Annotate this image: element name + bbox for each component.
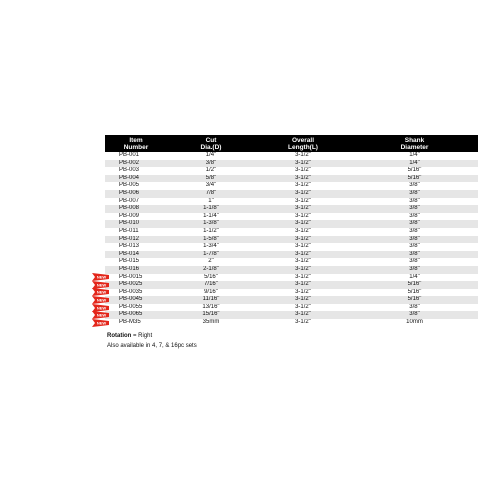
cell-cut-diameter: 1/4" (205, 152, 217, 158)
cell-shank-diameter: 1/4" (409, 152, 420, 158)
footnotes (107, 332, 197, 352)
table-row (105, 205, 478, 213)
cell-item-number: PB-007 (119, 197, 140, 204)
cell-item-number: PB-0045 (105, 296, 167, 304)
cell-overall-length: 3-1/2" (295, 212, 311, 219)
table-row (105, 160, 478, 168)
cell-overall-length: 3-1/2" (295, 319, 311, 326)
cell-shank-diameter: 3/8" (409, 303, 420, 310)
cell-item-number: PB-013 (119, 243, 140, 250)
cell-overall-length: 3-1/2" (255, 236, 351, 244)
cell-overall-length: 3-1/2" (295, 273, 311, 280)
cell-item-number: PB-002 (105, 160, 167, 168)
cell-overall-length: 3-1/2" (255, 251, 351, 259)
availability-note: Also available in 4, 7, & 16pc sets (107, 343, 197, 349)
cell-overall-length: 3-1/2" (255, 220, 351, 228)
cell-item-number: PB-016 (105, 266, 167, 274)
cell-cut-diameter: 2-1/8" (167, 266, 255, 274)
cell-item-number: PB-0035 (119, 288, 143, 295)
cell-item-number: PB-001 (119, 152, 140, 158)
table-row (105, 296, 478, 304)
cell-cut-diameter: 11/16" (167, 296, 255, 304)
cell-item-number: PB-006 (105, 190, 167, 198)
table-row (105, 152, 478, 160)
cell-shank-diameter: 3/8" (409, 212, 420, 219)
table-row (105, 190, 478, 198)
cell-item-number: PB-004 (105, 175, 167, 183)
table-row (105, 251, 478, 259)
cell-shank-diameter: 3/8" (351, 311, 478, 319)
cell-cut-diameter: 13/16" (202, 303, 220, 310)
cell-cut-diameter: 3/4" (205, 182, 217, 189)
cell-cut-diameter: 1-1/2" (203, 227, 219, 234)
cell-shank-diameter: 5/16" (407, 288, 422, 295)
cell-shank-diameter: 5/16" (351, 175, 478, 183)
cell-cut-diameter: 7/16" (167, 281, 255, 289)
cell-cut-diameter: 1/2" (205, 167, 217, 174)
cell-item-number: PB-008 (105, 205, 167, 213)
cell-shank-diameter: 3/8" (351, 205, 478, 213)
table-row (105, 228, 478, 236)
cell-overall-length: 3-1/2" (255, 190, 351, 198)
cell-overall-length: 3-1/2" (255, 296, 351, 304)
cell-cut-diameter: 5/16" (204, 273, 218, 280)
cell-cut-diameter: 1-3/8" (167, 220, 255, 228)
cell-cut-diameter: 1-3/4" (203, 243, 219, 250)
table-row (105, 281, 478, 289)
cell-shank-diameter: 3/8" (351, 266, 478, 274)
table-row (105, 220, 478, 228)
rotation-value: = Right (131, 333, 153, 339)
header-shank-diameter: Shank Diameter (351, 135, 478, 152)
header-row (105, 135, 478, 152)
cell-item-number: PB-014 (105, 251, 167, 259)
cell-overall-length: 3-1/2" (295, 152, 311, 158)
cell-cut-diameter: 15/16" (167, 311, 255, 319)
table-row (105, 266, 478, 274)
cell-item-number: PB-003 (119, 167, 140, 174)
cell-shank-diameter: 3/8" (409, 182, 420, 189)
cell-overall-length: 3-1/2" (255, 266, 351, 274)
new-badge-label: NEW (96, 305, 107, 311)
cell-cut-diameter: 1-1/4" (203, 212, 219, 219)
spec-table (105, 135, 478, 327)
cell-item-number: PB-0055 (119, 303, 143, 310)
cell-overall-length: 3-1/2" (255, 160, 351, 168)
cell-shank-diameter: 10mm (406, 319, 423, 326)
cell-item-number: PB-0025 (105, 281, 167, 289)
cell-item-number: PB-005 (119, 182, 140, 189)
cell-cut-diameter: 35mm (202, 319, 220, 326)
new-badge-label: NEW (96, 320, 107, 326)
table-row (105, 274, 478, 282)
cell-item-number: PB-0015 (119, 273, 143, 280)
cell-overall-length: 3-1/2" (295, 197, 311, 204)
table-row (105, 175, 478, 183)
cell-shank-diameter: 3/8" (351, 190, 478, 198)
cell-shank-diameter: 1/4" (351, 160, 478, 168)
table-row (105, 198, 478, 206)
cell-cut-diameter: 1-1/8" (167, 205, 255, 213)
cell-overall-length: 3-1/2" (255, 175, 351, 183)
table-row (105, 167, 478, 175)
cell-shank-diameter: 5/16" (407, 167, 422, 174)
rotation-label: Rotation (107, 333, 132, 339)
cell-shank-diameter: 5/16" (351, 296, 478, 304)
cell-overall-length: 3-1/2" (295, 182, 311, 189)
new-badge-label: NEW (96, 289, 107, 295)
cell-cut-diameter: 2" (208, 258, 214, 265)
table-row (105, 236, 478, 244)
new-badge-label: NEW (96, 282, 107, 288)
table-row (105, 304, 478, 312)
cell-item-number: PB-010 (105, 220, 167, 228)
cell-item-number: PB-011 (119, 227, 139, 234)
cell-item-number: PB-015 (119, 258, 140, 265)
cell-overall-length: 3-1/2" (295, 288, 311, 295)
cell-cut-diameter: 1-5/8" (167, 236, 255, 244)
cell-shank-diameter: 3/8" (409, 243, 420, 250)
table-row (105, 319, 478, 327)
cell-cut-diameter: 5/8" (167, 175, 255, 183)
spec-table-header (105, 135, 478, 152)
cell-overall-length: 3-1/2" (295, 258, 311, 265)
cell-shank-diameter: 3/8" (409, 197, 420, 204)
cell-cut-diameter: 1" (208, 197, 214, 204)
cell-item-number: PB-M35 (119, 319, 141, 326)
new-badge-label: NEW (96, 297, 107, 303)
new-badge-label: NEW (96, 274, 107, 280)
spec-table-body (105, 152, 478, 327)
cell-overall-length: 3-1/2" (295, 243, 311, 250)
cell-overall-length: 3-1/2" (255, 281, 351, 289)
cell-item-number: PB-0065 (105, 311, 167, 319)
cell-shank-diameter: 3/8" (351, 220, 478, 228)
cell-shank-diameter: 3/8" (409, 258, 420, 265)
header-item-number: Item Number (105, 135, 167, 152)
cell-shank-diameter: 3/8" (409, 227, 420, 234)
table-row (105, 243, 478, 251)
cell-cut-diameter: 7/8" (167, 190, 255, 198)
cell-shank-diameter: 3/8" (351, 251, 478, 259)
cell-overall-length: 3-1/2" (295, 227, 311, 234)
cell-overall-length: 3-1/2" (255, 205, 351, 213)
table-row (105, 213, 478, 221)
cell-cut-diameter: 1-7/8" (167, 251, 255, 259)
new-badge-label: NEW (96, 312, 107, 318)
table-row (105, 289, 478, 297)
rotation-note (107, 332, 197, 340)
cell-item-number: PB-009 (119, 212, 140, 219)
cell-overall-length: 3-1/2" (295, 167, 311, 174)
table-row (105, 311, 478, 319)
cell-overall-length: 3-1/2" (255, 311, 351, 319)
header-cut-diameter: Cut Dia.(D) (167, 135, 255, 152)
header-overall-length: Overall Length(L) (255, 135, 351, 152)
table-row (105, 258, 478, 266)
cell-item-number: PB-012 (105, 236, 167, 244)
cell-shank-diameter: 1/4" (409, 273, 420, 280)
new-flag-icon (92, 319, 109, 327)
table-row (105, 182, 478, 190)
cell-shank-diameter: 5/16" (351, 281, 478, 289)
cell-shank-diameter: 3/8" (351, 236, 478, 244)
cell-cut-diameter: 9/16" (204, 288, 218, 295)
cell-overall-length: 3-1/2" (295, 303, 311, 310)
cell-cut-diameter: 3/8" (167, 160, 255, 168)
